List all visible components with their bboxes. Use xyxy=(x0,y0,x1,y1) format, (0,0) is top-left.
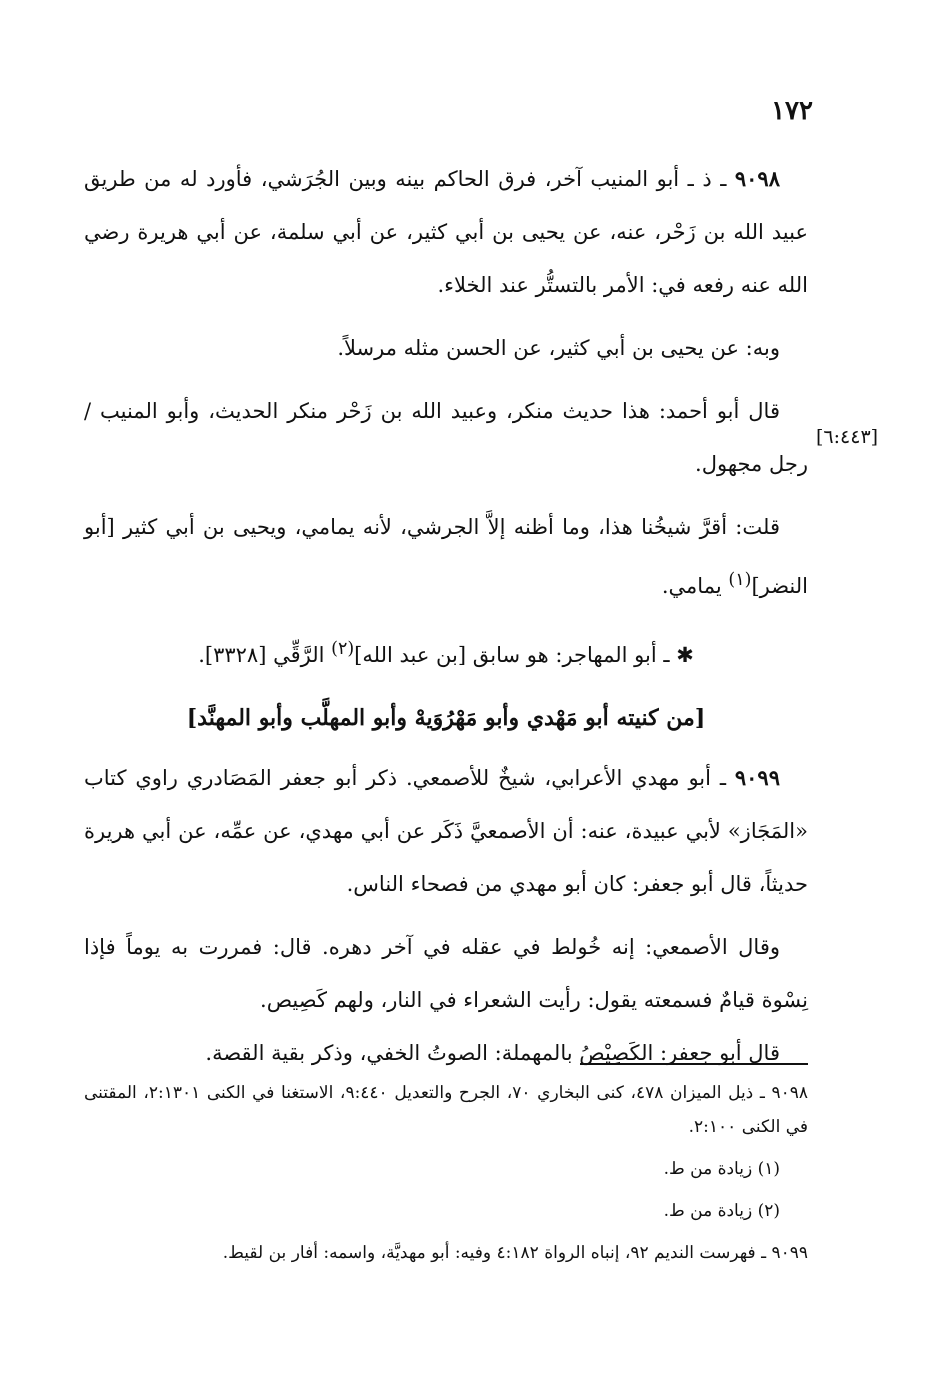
footnote-marker: (٢) xyxy=(331,639,355,659)
comment-text: قلت: أقرَّ شيخُنا هذا، وما أظنه إلاَّ الجرشي، لأنه يمامي، ويحيى بن أبي كثير [أبو النضر] xyxy=(84,515,808,598)
entry-text: ـ ذ ـ أبو المنيب آخر، فرق الحاكم بينه وبين الجُرَشي، فأورد له من طريق عبيد الله بن زَحْر، عنه، عن يحيى بن أبي كثير، عن أبي سلمة، عن أبي هريرة رضي الله عنه رفعه في: الأمر بالتستُّر عند الخلاء. xyxy=(84,167,808,297)
entry-text: ـ أبو مهدي الأعرابي، شيخٌ للأصمعي. ذكر أبو جعفر المَصَادري راوي كتاب «المَجَاز» لأبي عبيدة، عنه: أن الأصمعيَّ ذَكَر عن أبي مهدي، عن عمِّه، عن أبي هريرة حديثاً، قال أبو جعفر: كان أبو مهدي من فصحاء الناس. xyxy=(84,766,808,896)
footnotes xyxy=(84,1076,808,1270)
footnote-marker: (١) xyxy=(728,570,752,590)
paragraph-abu-ahmad: قال أبو أحمد: هذا حديث منكر، وعبيد الله بن زَحْر منكر الحديث، وأبو المنيب / رجل مجهول. xyxy=(84,399,808,476)
footnote-2: (٢) زيادة من ط. xyxy=(663,1201,780,1221)
paragraph-narration: وبه: عن يحيى بن أبي كثير، عن الحسن مثله مرسلاً. xyxy=(337,336,780,360)
paragraph-comment xyxy=(84,501,808,613)
entry-9099 xyxy=(84,751,808,911)
footnote-divider xyxy=(580,1063,808,1065)
footnote-9099: ٩٠٩٩ ـ فهرست النديم ٩٢، إنباه الرواة ٤:١٨٢ وفيه: أبو مهديَّة، واسمه: أفار بن لقيط. xyxy=(222,1243,808,1263)
paragraph-asmai: وقال الأصمعي: إنه خُولط في عقله في آخر دهره. قال: فمررت به يوماً فإذا نِسْوة قيامٌ فسمعته يقول: رأيت الشعراء في النار، ولهم كَصِيص. xyxy=(84,935,808,1012)
cross-reference-text-end: الرَّقِّي [٣٣٢٨]. xyxy=(198,643,332,667)
star-icon: ✱ xyxy=(676,643,694,667)
cross-reference-line xyxy=(84,623,808,682)
entry-9098 xyxy=(84,152,808,312)
entry-number: ٩٠٩٩ xyxy=(734,765,780,790)
paragraph-abu-jafar: قال أبو جعفر: الكَصِيْصُ بالمهملة: الصوتُ الخفي، وذكر بقية القصة. xyxy=(205,1041,780,1065)
side-reference: [٦:٤٤٣] xyxy=(816,426,879,448)
comment-text-end: يمامي. xyxy=(661,574,729,598)
page-number: ١٧٢ xyxy=(771,96,813,126)
main-text xyxy=(84,152,808,1090)
entry-number: ٩٠٩٨ xyxy=(734,166,780,191)
footnote-1: (١) زيادة من ط. xyxy=(663,1159,780,1179)
footnote-9098: ٩٠٩٨ ـ ذيل الميزان ٤٧٨، كنى البخاري ٧٠، الجرح والتعديل ٩:٤٤٠، الاستغنا في الكنى ٢:١٣٠١، المقتنى في الكنى ٢:١٠٠. xyxy=(84,1083,809,1137)
cross-reference-text: ـ أبو المهاجر: هو سابق [بن عبد الله] xyxy=(354,643,677,667)
section-heading: [من كنيته أبو مَهْدي وأبو مَهْرُوَيهْ وأبو المهلَّب وأبو المهنَّد] xyxy=(186,705,706,731)
